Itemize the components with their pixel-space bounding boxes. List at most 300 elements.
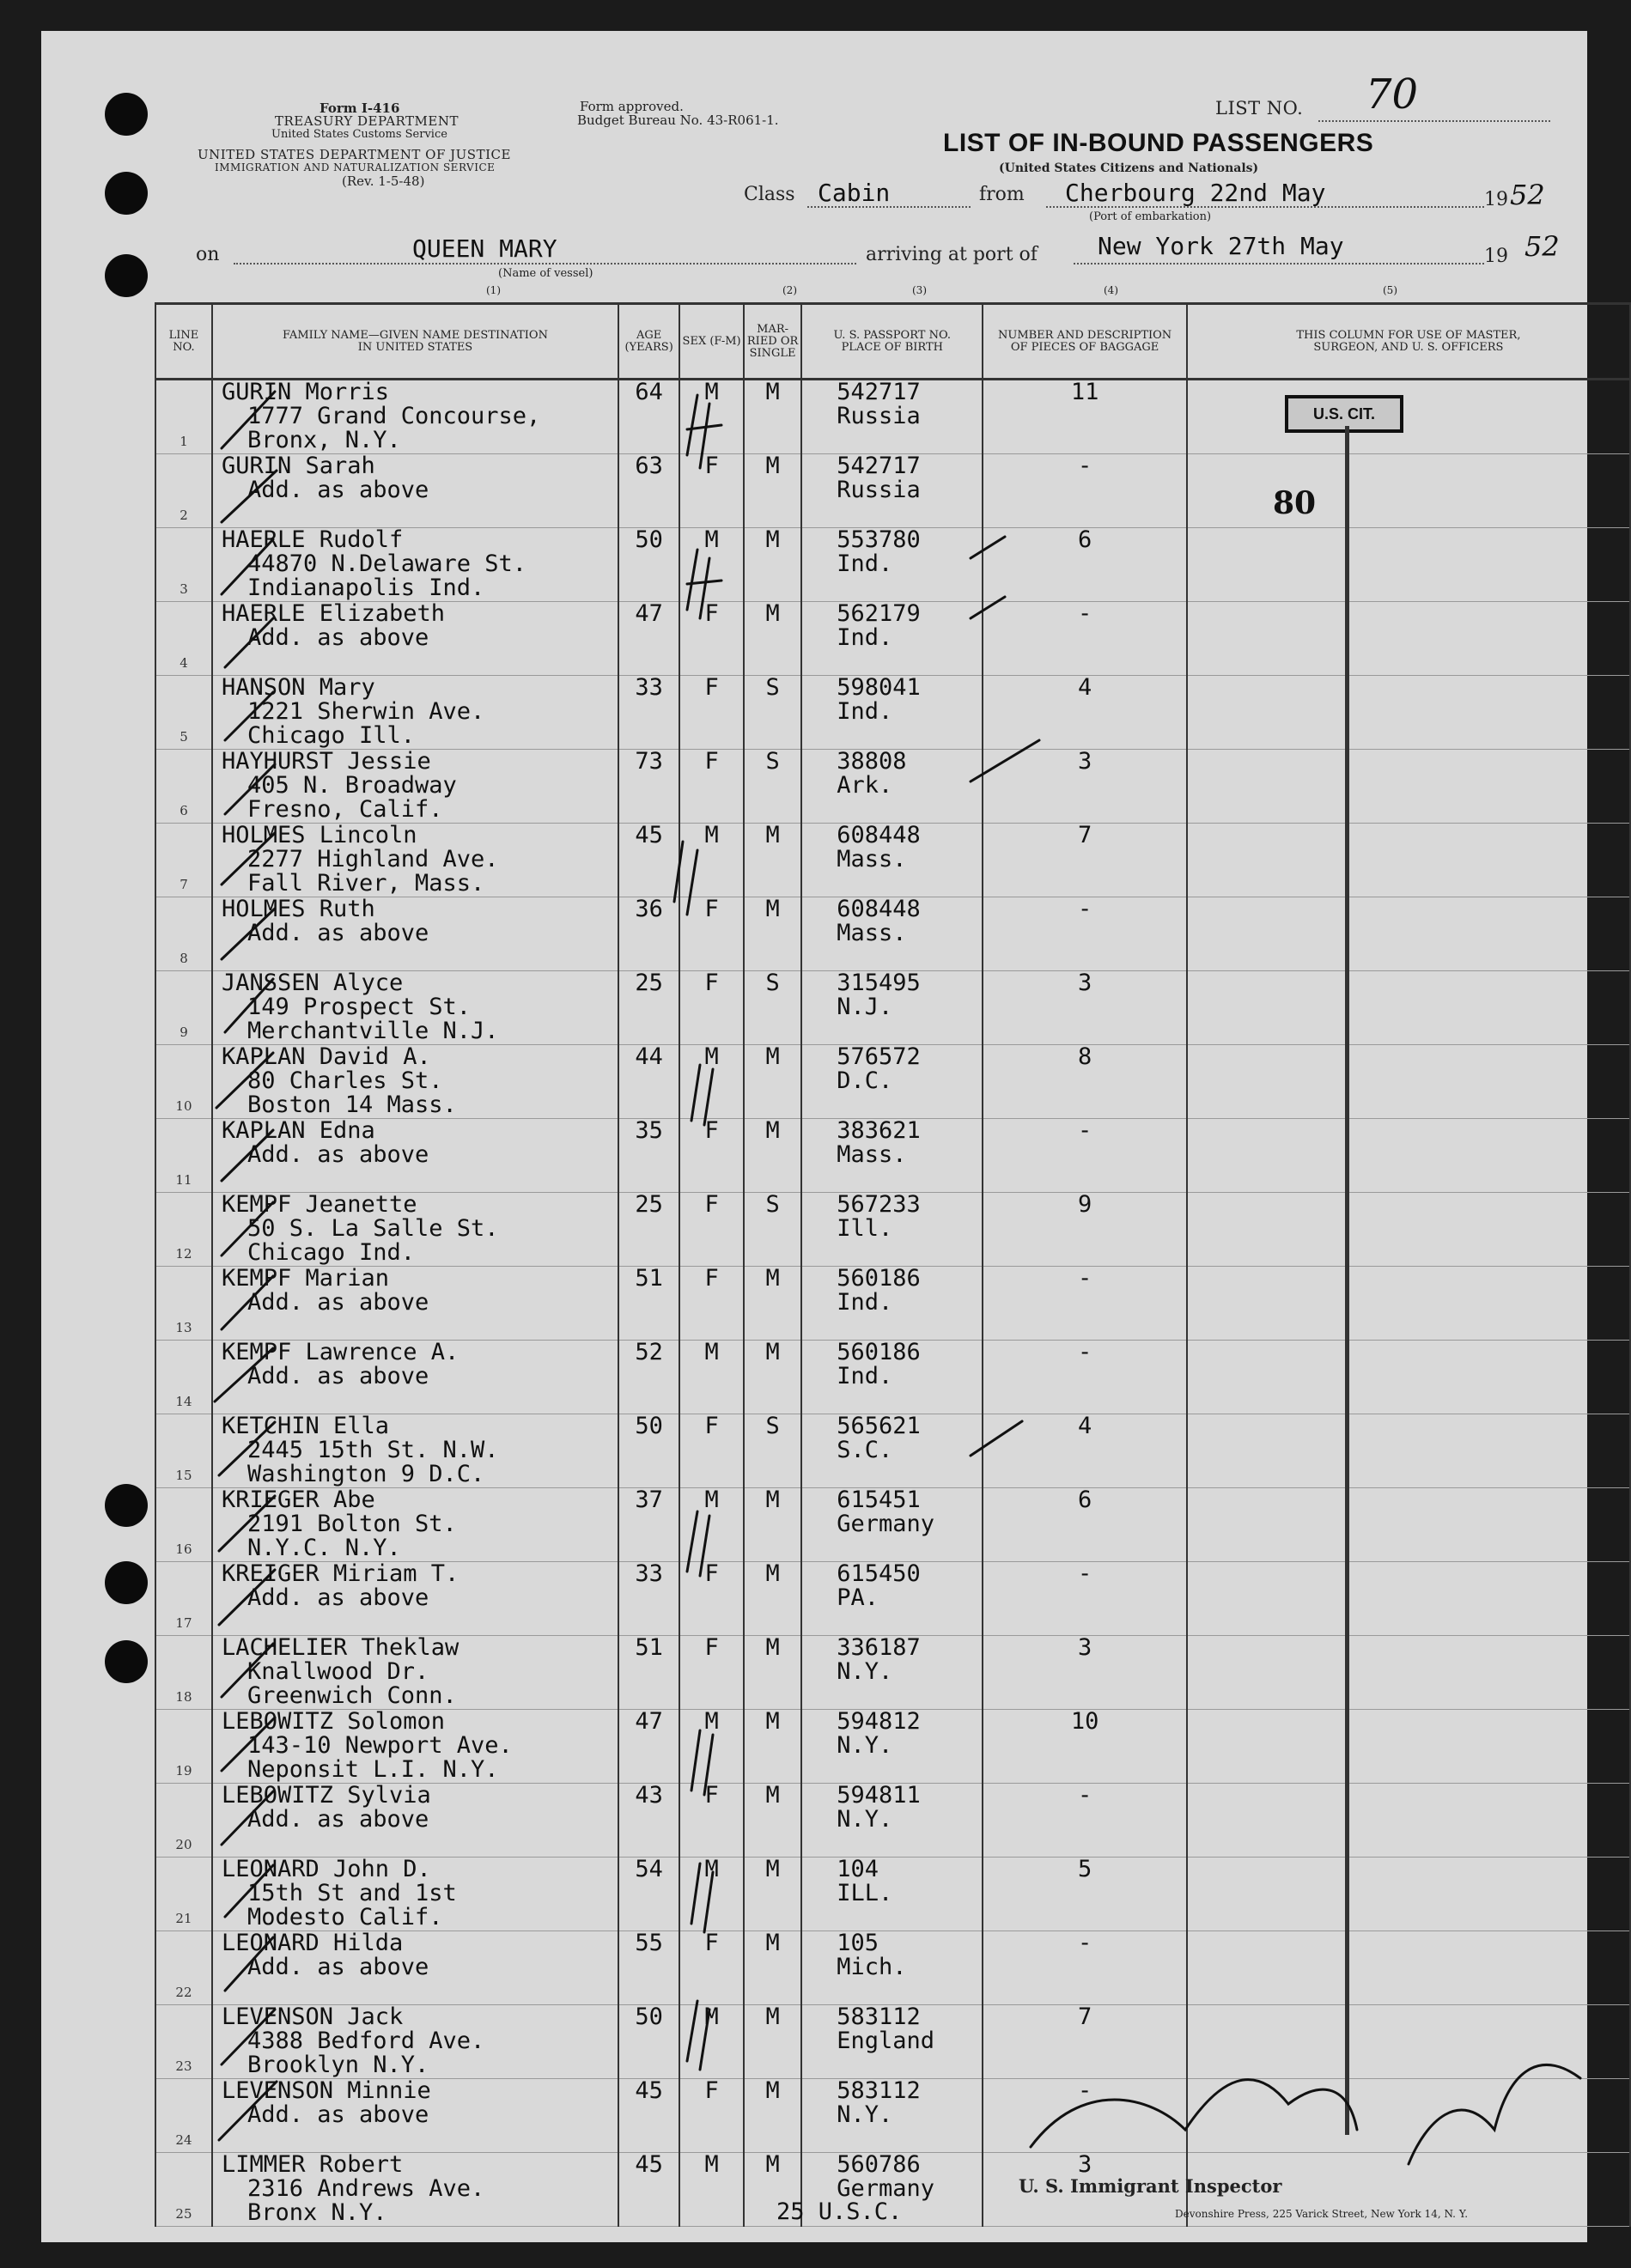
line-number: 1 [180, 434, 188, 449]
line-number: 25 [175, 2206, 192, 2222]
passenger-name: KAPLAN David A. [221, 1043, 431, 1070]
line-number: 19 [175, 1763, 192, 1779]
form-revision: (Rev. 1-5-48) [342, 173, 425, 189]
baggage-count: 5 [1077, 1856, 1092, 1882]
sex: F [704, 600, 719, 627]
sex: F [704, 1930, 719, 1956]
place-of-birth: Ind. [837, 1363, 893, 1389]
marital-status: M [765, 1856, 780, 1882]
column-number: (4) [1104, 284, 1118, 296]
baggage-count: 3 [1077, 1634, 1092, 1661]
marital-status: M [765, 1560, 780, 1587]
address-line-2: Brooklyn N.Y. [246, 2052, 429, 2078]
passport-number: 542717 [837, 379, 921, 405]
marital-status: M [765, 1782, 780, 1809]
address-line-2: Neponsit L.I. N.Y. [246, 1756, 499, 1783]
passenger-name: HOLMES Lincoln [221, 822, 417, 848]
binder-hole [105, 93, 148, 136]
line-number: 7 [180, 877, 188, 892]
place-of-birth: Ark. [837, 772, 893, 799]
age: 25 [635, 970, 663, 996]
col-line: LINE NO. [155, 304, 212, 380]
page-title: LIST OF IN-BOUND PASSENGERS [943, 129, 1374, 157]
age: 51 [635, 1634, 663, 1661]
col-baggage: NUMBER AND DESCRIPTION OF PIECES OF BAGGAGE [983, 304, 1187, 380]
passport-number: 562179 [837, 600, 921, 627]
table-row [155, 1341, 1630, 1414]
sex: M [704, 1043, 719, 1070]
sex: F [704, 896, 719, 922]
marital-status: S [765, 1413, 780, 1439]
passport-number: 567233 [837, 1191, 921, 1218]
address-line-1: 2445 15th St. N.W. [246, 1437, 499, 1463]
sex: F [704, 970, 719, 996]
passenger-name: GURIN Sarah [221, 453, 375, 479]
baggage-count: - [1077, 1560, 1092, 1587]
marital-status: M [765, 526, 780, 553]
passport-number: 105 [837, 1930, 879, 1956]
form-approved: Form approved. [580, 99, 684, 114]
sex: M [704, 1339, 719, 1365]
line-number: 21 [175, 1911, 192, 1926]
passport-number: 583112 [837, 2004, 921, 2030]
line-number: 14 [175, 1394, 192, 1409]
passenger-name: KEMPF Marian [221, 1265, 390, 1292]
passport-number: 38808 [837, 748, 907, 775]
age: 47 [635, 1708, 663, 1735]
place-of-birth: Ind. [837, 698, 893, 725]
sex: M [704, 822, 719, 848]
marital-status: M [765, 1117, 780, 1144]
passenger-name: LEONARD John D. [221, 1856, 431, 1882]
age: 36 [635, 896, 663, 922]
year-prefix: 19 [1484, 246, 1508, 267]
table-row [155, 824, 1630, 897]
address-line-2: Merchantville N.J. [246, 1018, 499, 1044]
column-number: (3) [912, 284, 927, 296]
baggage-count: 3 [1077, 748, 1092, 775]
arrival-line [1074, 263, 1484, 264]
address-line-1: Add. as above [246, 920, 429, 946]
table-row [155, 2079, 1630, 2153]
passport-number: 594812 [837, 1708, 921, 1735]
baggage-count: - [1077, 1782, 1092, 1809]
line-number: 12 [175, 1246, 192, 1262]
table-row [155, 1710, 1630, 1784]
address-line-2: Chicago Ind. [246, 1239, 416, 1266]
place-of-birth: PA. [837, 1584, 879, 1611]
justice-dept: UNITED STATES DEPARTMENT OF JUSTICE [198, 147, 511, 162]
passenger-name: LEVENSON Minnie [221, 2077, 431, 2104]
table-row [155, 1784, 1630, 1858]
baggage-count: 8 [1077, 1043, 1092, 1070]
address-line-1: 1777 Grand Concourse, [246, 403, 541, 429]
address-line-1: Add. as above [246, 1289, 429, 1316]
passenger-count: 80 [1273, 485, 1317, 521]
place-of-birth: S.C. [837, 1437, 893, 1463]
column-number: (5) [1383, 284, 1397, 296]
marital-status: M [765, 379, 780, 405]
baggage-count: 6 [1077, 526, 1092, 553]
age: 51 [635, 1265, 663, 1292]
age: 50 [635, 526, 663, 553]
age: 50 [635, 1413, 663, 1439]
marital-status: M [765, 1487, 780, 1513]
place-of-birth: D.C. [837, 1067, 893, 1094]
passport-number: 576572 [837, 1043, 921, 1070]
address-line-1: 143-10 Newport Ave. [246, 1732, 513, 1759]
baggage-count: 4 [1077, 1413, 1092, 1439]
passport-number: 560186 [837, 1265, 921, 1292]
line-number: 15 [175, 1468, 192, 1483]
table-row [155, 1193, 1630, 1267]
passenger-name: JANSSEN Alyce [221, 970, 404, 996]
age: 47 [635, 600, 663, 627]
binder-hole [105, 1561, 148, 1604]
table-row [155, 1414, 1630, 1488]
embarkation-value: Cherbourg 22nd May [1065, 179, 1326, 207]
vessel-line [234, 263, 856, 264]
place-of-birth: N.Y. [837, 1658, 893, 1685]
age: 33 [635, 674, 663, 701]
table-row [155, 897, 1630, 971]
address-line-1: 44870 N.Delaware St. [246, 550, 527, 577]
passport-number: 594811 [837, 1782, 921, 1809]
line-number: 5 [180, 729, 188, 745]
sex: F [704, 453, 719, 479]
passenger-name: HAYHURST Jessie [221, 748, 431, 775]
class-label: Class [744, 184, 795, 205]
address-line-1: 2277 Highland Ave. [246, 846, 499, 873]
footer-usc: 25 U.S.C. [776, 2198, 903, 2225]
place-of-birth: Mass. [837, 846, 907, 873]
passenger-name: LEBOWITZ Solomon [221, 1708, 446, 1735]
sex: F [704, 2077, 719, 2104]
place-of-birth: Mich. [837, 1954, 907, 1980]
age: 45 [635, 822, 663, 848]
year-value: 52 [1524, 230, 1560, 263]
baggage-count: 7 [1077, 2004, 1092, 2030]
col-name: FAMILY NAME—GIVEN NAME DESTINATION IN UNITED STATES [212, 304, 618, 380]
line-number: 11 [175, 1172, 192, 1188]
baggage-count: 3 [1077, 970, 1092, 996]
table-row [155, 1045, 1630, 1119]
on-label: on [196, 244, 220, 265]
line-number: 9 [180, 1025, 188, 1040]
ins-service: IMMIGRATION AND NATURALIZATION SERVICE [215, 161, 496, 173]
table-row [155, 1858, 1630, 1931]
passport-number: 560186 [837, 1339, 921, 1365]
table-row [155, 602, 1630, 676]
address-line-1: Add. as above [246, 1954, 429, 1980]
passenger-name: LIMMER Robert [221, 2151, 404, 2178]
form-number: Form I-416 [320, 100, 400, 116]
sex: F [704, 748, 719, 775]
baggage-count: - [1077, 1339, 1092, 1365]
place-of-birth: Russia [837, 403, 921, 429]
arriving-label: arriving at port of [866, 244, 1038, 265]
inspector-signature-caption: U. S. Immigrant Inspector [1019, 2175, 1282, 2197]
marital-status: S [765, 970, 780, 996]
sex: M [704, 2151, 719, 2178]
table-row [155, 971, 1630, 1045]
table-row [155, 1636, 1630, 1710]
marital-status: M [765, 1708, 780, 1735]
passenger-name: HAERLE Rudolf [221, 526, 404, 553]
marital-status: M [765, 822, 780, 848]
sex: M [704, 1708, 719, 1735]
place-of-birth: Germany [837, 2175, 934, 2202]
page-subtitle: (United States Citizens and Nationals) [999, 161, 1259, 175]
passenger-name: KEMPF Lawrence A. [221, 1339, 459, 1365]
year-value: 52 [1510, 179, 1545, 211]
passenger-name: LEBOWITZ Sylvia [221, 1782, 431, 1809]
address-line-2: Chicago Ill. [246, 722, 416, 749]
place-of-birth: Mass. [837, 920, 907, 946]
baggage-count: - [1077, 1117, 1092, 1144]
marital-status: M [765, 2077, 780, 2104]
address-line-1: 2316 Andrews Ave. [246, 2175, 485, 2202]
baggage-count: 7 [1077, 822, 1092, 848]
col-officers: THIS COLUMN FOR USE OF MASTER, SURGEON, AND U. S. OFFICERS [1187, 304, 1630, 380]
marital-status: M [765, 1634, 780, 1661]
passport-number: 542717 [837, 453, 921, 479]
age: 45 [635, 2077, 663, 2104]
table-row [155, 1488, 1630, 1562]
column-bracket-line [1345, 426, 1349, 2135]
address-line-2: Fresno, Calif. [246, 796, 443, 823]
embarkation-caption: (Port of embarkation) [1089, 210, 1212, 223]
marital-status: S [765, 748, 780, 775]
address-line-2: Indianapolis Ind. [246, 575, 485, 601]
line-number: 6 [180, 803, 188, 818]
line-number: 24 [175, 2132, 192, 2148]
baggage-count: - [1077, 453, 1092, 479]
line-number: 20 [175, 1837, 192, 1852]
sex: F [704, 1560, 719, 1587]
marital-status: M [765, 2004, 780, 2030]
vessel-caption: (Name of vessel) [498, 267, 593, 280]
baggage-count: - [1077, 1265, 1092, 1292]
address-line-2: Bronx N.Y. [246, 2199, 387, 2226]
sex: F [704, 1634, 719, 1661]
passport-number: 608448 [837, 822, 921, 848]
baggage-count: 6 [1077, 1487, 1092, 1513]
passenger-name: KETCHIN Ella [221, 1413, 390, 1439]
budget-bureau: Budget Bureau No. 43-R061-1. [577, 112, 779, 128]
marital-status: M [765, 896, 780, 922]
baggage-count: - [1077, 2077, 1092, 2104]
marital-status: S [765, 674, 780, 701]
column-number: (2) [782, 284, 797, 296]
address-line-2: Fall River, Mass. [246, 870, 485, 897]
place-of-birth: Russia [837, 477, 921, 503]
address-line-2: Washington 9 D.C. [246, 1461, 485, 1487]
line-number: 17 [175, 1615, 192, 1631]
col-passport: U. S. PASSPORT NO. PLACE OF BIRTH [801, 304, 983, 380]
address-line-2: Bronx, N.Y. [246, 427, 401, 453]
address-line-2: Modesto Calif. [246, 1904, 443, 1931]
address-line-1: 80 Charles St. [246, 1067, 443, 1094]
place-of-birth: ILL. [837, 1880, 893, 1906]
line-number: 13 [175, 1320, 192, 1335]
passport-number: 565621 [837, 1413, 921, 1439]
address-line-1: 50 S. La Salle St. [246, 1215, 499, 1242]
table-row [155, 454, 1630, 528]
sex: F [704, 674, 719, 701]
passport-number: 583112 [837, 2077, 921, 2104]
table-row [155, 380, 1630, 454]
age: 54 [635, 1856, 663, 1882]
address-line-1: Add. as above [246, 1363, 429, 1389]
age: 63 [635, 453, 663, 479]
col-sex: SEX (F-M) [679, 304, 744, 380]
line-number: 2 [180, 508, 188, 523]
age: 44 [635, 1043, 663, 1070]
line-number: 22 [175, 1985, 192, 2000]
line-number: 4 [180, 655, 188, 671]
place-of-birth: England [837, 2028, 934, 2054]
baggage-count: 9 [1077, 1191, 1092, 1218]
age: 45 [635, 2151, 663, 2178]
baggage-count: 10 [1070, 1708, 1099, 1735]
age: 55 [635, 1930, 663, 1956]
address-line-1: 15th St and 1st [246, 1880, 457, 1906]
list-number-label: LIST NO. [1215, 98, 1304, 119]
passport-number: 383621 [837, 1117, 921, 1144]
passenger-table [155, 302, 1631, 2227]
place-of-birth: N.Y. [837, 2101, 893, 2128]
line-number: 10 [175, 1098, 192, 1114]
binder-hole [105, 172, 148, 215]
marital-status: M [765, 600, 780, 627]
passenger-name: LEVENSON Jack [221, 2004, 404, 2030]
address-line-2: Boston 14 Mass. [246, 1091, 457, 1118]
class-line [807, 206, 971, 208]
age: 25 [635, 1191, 663, 1218]
from-label: from [979, 184, 1025, 205]
col-age: AGE (YEARS) [618, 304, 679, 380]
table-row [155, 528, 1630, 602]
baggage-count: - [1077, 1930, 1092, 1956]
class-value: Cabin [818, 179, 891, 207]
line-number: 16 [175, 1541, 192, 1557]
customs-service: United States Customs Service [271, 128, 447, 141]
sex: F [704, 1413, 719, 1439]
sex: M [704, 1856, 719, 1882]
arrival-value: New York 27th May [1098, 232, 1344, 260]
passenger-name: KREIGER Miriam T. [221, 1560, 459, 1587]
passenger-name: KEMPF Jeanette [221, 1191, 417, 1218]
sex: F [704, 1782, 719, 1809]
table-row [155, 1119, 1630, 1193]
address-line-2: Greenwich Conn. [246, 1682, 457, 1709]
sex: M [704, 1487, 719, 1513]
col-married: MAR-RIED OR SINGLE [744, 304, 801, 380]
table-row [155, 750, 1630, 824]
address-line-1: 149 Prospect St. [246, 994, 472, 1020]
baggage-count: - [1077, 600, 1092, 627]
table-row [155, 2005, 1630, 2079]
line-number: 8 [180, 951, 188, 966]
embarkation-line [1046, 206, 1484, 208]
address-line-1: Add. as above [246, 1141, 429, 1168]
passport-number: 560786 [837, 2151, 921, 2178]
place-of-birth: Mass. [837, 1141, 907, 1168]
address-line-1: Knallwood Dr. [246, 1658, 429, 1685]
place-of-birth: Ind. [837, 1289, 893, 1316]
sex: F [704, 1265, 719, 1292]
passenger-name: LEONARD Hilda [221, 1930, 404, 1956]
marital-status: M [765, 1043, 780, 1070]
line-number: 3 [180, 581, 188, 597]
passenger-name: GURIN Morris [221, 379, 390, 405]
passport-number: 104 [837, 1856, 879, 1882]
baggage-count: 11 [1070, 379, 1099, 405]
age: 50 [635, 2004, 663, 2030]
binder-hole [105, 254, 148, 297]
passenger-name: HOLMES Ruth [221, 896, 375, 922]
list-number-line [1318, 120, 1550, 122]
place-of-birth: N.Y. [837, 1806, 893, 1833]
table-row [155, 676, 1630, 750]
place-of-birth: Germany [837, 1511, 934, 1537]
age: 52 [635, 1339, 663, 1365]
address-line-1: 4388 Bedford Ave. [246, 2028, 485, 2054]
binder-hole [105, 1640, 148, 1683]
place-of-birth: Ill. [837, 1215, 893, 1242]
vessel-name: QUEEN MARY [412, 234, 557, 263]
line-number: 18 [175, 1689, 192, 1705]
age: 43 [635, 1782, 663, 1809]
column-number: (1) [486, 284, 501, 296]
table-row [155, 1562, 1630, 1636]
sex: M [704, 379, 719, 405]
sex: M [704, 2004, 719, 2030]
address-line-1: 2191 Bolton St. [246, 1511, 457, 1537]
address-line-1: Add. as above [246, 1584, 429, 1611]
passport-number: 615450 [837, 1560, 921, 1587]
place-of-birth: Ind. [837, 550, 893, 577]
passport-number: 615451 [837, 1487, 921, 1513]
line-number: 23 [175, 2058, 192, 2074]
passenger-name: HANSON Mary [221, 674, 375, 701]
address-line-1: Add. as above [246, 2101, 429, 2128]
binder-hole [105, 1484, 148, 1527]
passenger-name: KAPLAN Edna [221, 1117, 375, 1144]
us-citizen-stamp: U.S. CIT. [1285, 395, 1403, 433]
baggage-count: 3 [1077, 2151, 1092, 2178]
sex: M [704, 526, 719, 553]
baggage-count: 4 [1077, 674, 1092, 701]
address-line-1: Add. as above [246, 477, 429, 503]
age: 33 [635, 1560, 663, 1587]
table-header-row [155, 304, 1630, 380]
sex: F [704, 1117, 719, 1144]
year-prefix: 19 [1484, 189, 1508, 210]
printer-credit: Devonshire Press, 225 Varick Street, New York 14, N. Y. [1175, 2208, 1469, 2220]
passport-number: 608448 [837, 896, 921, 922]
address-line-1: Add. as above [246, 624, 429, 651]
passport-number: 598041 [837, 674, 921, 701]
marital-status: S [765, 1191, 780, 1218]
address-line-1: 1221 Sherwin Ave. [246, 698, 485, 725]
marital-status: M [765, 2151, 780, 2178]
passenger-name: LACHELIER Theklaw [221, 1634, 459, 1661]
list-number: 70 [1366, 70, 1419, 119]
age: 73 [635, 748, 663, 775]
place-of-birth: Ind. [837, 624, 893, 651]
